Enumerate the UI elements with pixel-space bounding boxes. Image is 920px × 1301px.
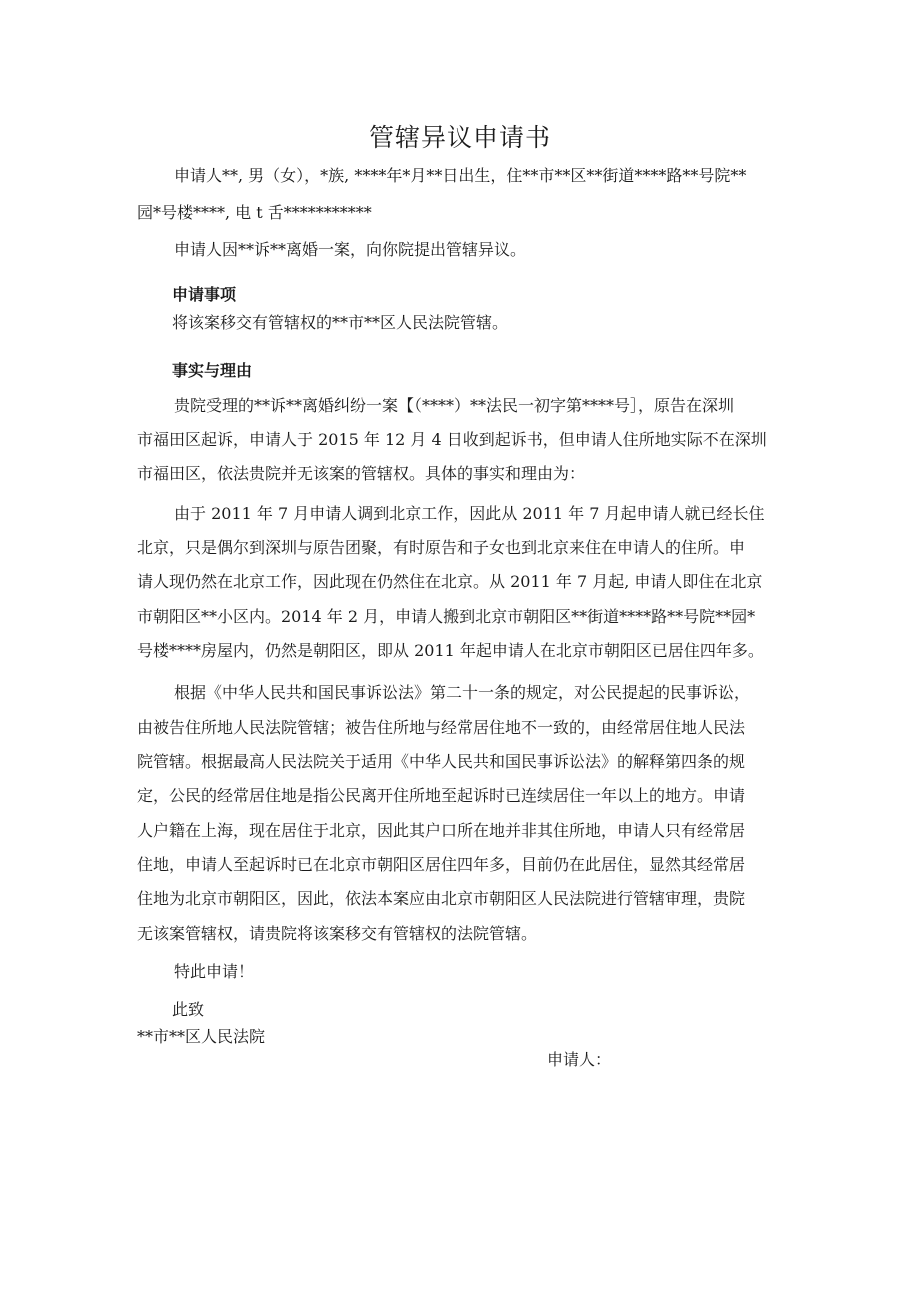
request-heading: 申请事项 — [172, 285, 237, 304]
applicant-info-line-1: 申请人**, 男（女），*族, ****年*月**日出生，住**市**区**街道****路**号院** — [174, 166, 747, 185]
request-text: 将该案移交有管辖权的**市**区人民法院管辖。 — [172, 313, 509, 332]
applicant-info-line-2: 园*号楼****, 电 t 舌*********** — [137, 203, 372, 222]
facts-para1-line-3: 市福田区，依法贵院并无该案的管辖权。具体的事实和理由为： — [137, 464, 586, 483]
facts-para2-line-4: 市朝阳区**小区内。2014 年 2 月，申请人搬到北京市朝阳区**街道****路**号院**园* — [137, 607, 756, 626]
facts-para3-line-2: 由被告住所地人民法院管辖；被告住所地与经常居住地不一致的，由经常居住地人民法 — [137, 718, 746, 737]
facts-para3-line-7: 住地为北京市朝阳区，因此，依法本案应由北京市朝阳区人民法院进行管辖审理，贵院 — [137, 889, 746, 908]
facts-para3-line-3: 院管辖。根据最高人民法院关于适用《中华人民共和国民事诉讼法》的解释第四条的规 — [137, 752, 746, 771]
facts-para3-line-1: 根据《中华人民共和国民事诉讼法》第二十一条的规定，对公民提起的民事诉讼， — [174, 683, 751, 702]
facts-para3-line-6: 住地，申请人至起诉时已在北京市朝阳区居住四年多，目前仍在此居住，显然其经常居 — [137, 855, 746, 874]
facts-para3-line-4: 定，公民的经常居住地是指公民离开住所地至起诉时已连续居住一年以上的地方。申请 — [137, 786, 746, 805]
closing-text: 特此申请！ — [174, 962, 255, 981]
facts-para3-line-5: 人户籍在上海，现在居住于北京，因此其户口所在地并非其住所地，申请人只有经常居 — [137, 821, 746, 840]
document-title: 管辖异议申请书 — [368, 123, 551, 152]
facts-para1-line-1: 贵院受理的**诉**离婚纠纷一案【（****）**法民一初字第****号］，原告在深圳 — [174, 396, 735, 415]
facts-para2-line-2: 北京，只是偶尔到深圳与原告团聚，有时原告和子女也到北京来住在申请人的住所。申 — [137, 538, 746, 557]
facts-heading: 事实与理由 — [172, 361, 253, 380]
intro-text: 申请人因**诉**离婚一案，向你院提出管辖异议。 — [174, 240, 527, 259]
signature-label: 申请人： — [547, 1050, 612, 1069]
facts-para2-line-3: 请人现仍然在北京工作，因此现在仍然住在北京。从 2011 年 7 月起, 申请人即住在北京 — [137, 572, 763, 591]
salutation-text: 此致 — [172, 1000, 205, 1019]
facts-para2-line-1: 由于 2011 年 7 月申请人调到北京工作，因此从 2011 年 7 月起申请人就已经长住 — [174, 504, 765, 523]
facts-para2-line-5: 号楼****房屋内，仍然是朝阳区，即从 2011 年起申请人在北京市朝阳区已居住四年多。 — [137, 641, 764, 660]
court-name: **市**区人民法院 — [137, 1027, 266, 1046]
facts-para3-line-8: 无该案管辖权，请贵院将该案移交有管辖权的法院管辖。 — [137, 924, 538, 943]
facts-para1-line-2: 市福田区起诉，申请人于 2015 年 12 月 4 日收到起诉书，但申请人住所地实际不在深圳 — [137, 430, 767, 449]
